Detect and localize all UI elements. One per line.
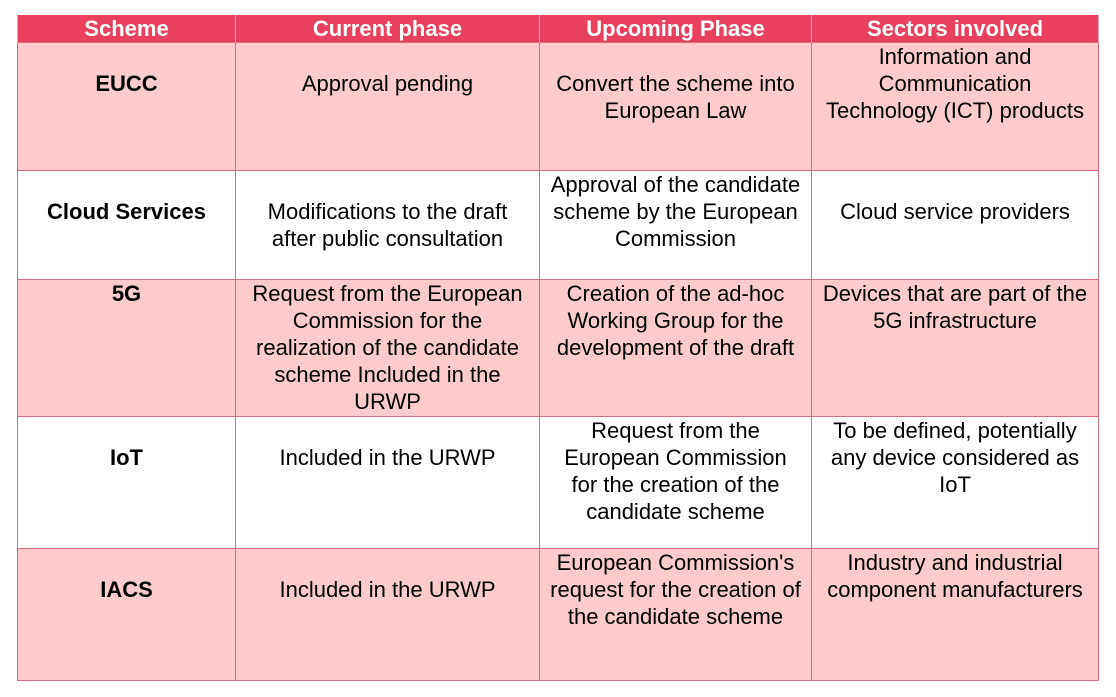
current-phase-cell	[236, 417, 540, 549]
schemes-table	[17, 15, 1099, 681]
current-phase-cell	[236, 280, 540, 417]
upcoming-phase-cell	[540, 43, 812, 171]
upcoming-phase-text: Approval of the candidate scheme by the European Commission	[550, 172, 801, 251]
upcoming-phase-text: Convert the scheme into European Law	[556, 71, 795, 123]
sectors-cell	[812, 417, 1099, 549]
current-phase-cell	[236, 171, 540, 280]
upcoming-phase-cell	[540, 171, 812, 280]
scheme-name: IACS	[100, 577, 153, 602]
upcoming-phase-cell	[540, 417, 812, 549]
header-sectors-involved: Sectors involved	[812, 15, 1099, 43]
current-phase-text: Modifications to the draft after public consultation	[267, 199, 508, 251]
upcoming-phase-text: European Commission's request for the creation of the candidate scheme	[550, 550, 801, 629]
scheme-cell	[18, 549, 236, 681]
sectors-cell	[812, 549, 1099, 681]
sectors-text: Cloud service providers	[840, 199, 1070, 224]
sectors-cell	[812, 43, 1099, 171]
current-phase-text: Request from the European Commission for the realization of the candidate scheme Included in the URWP	[252, 281, 523, 414]
scheme-name: EUCC	[95, 71, 158, 96]
scheme-cell	[18, 43, 236, 171]
header-upcoming-phase: Upcoming Phase	[540, 15, 812, 43]
current-phase-cell	[236, 549, 540, 681]
schemes-table-container	[17, 15, 1098, 681]
scheme-name: IoT	[110, 445, 143, 470]
table-header	[18, 15, 1099, 43]
table-row	[18, 280, 1099, 417]
sectors-text: Devices that are part of the 5G infrastructure	[822, 281, 1088, 333]
current-phase-text: Included in the URWP	[279, 577, 496, 602]
scheme-cell	[18, 171, 236, 280]
current-phase-cell	[236, 43, 540, 171]
scheme-name: Cloud Services	[47, 199, 206, 224]
sectors-cell	[812, 280, 1099, 417]
table-body	[18, 43, 1099, 681]
upcoming-phase-text: Request from the European Commission for the creation of the candidate scheme	[564, 418, 787, 524]
scheme-name: 5G	[111, 281, 142, 306]
upcoming-phase-cell	[540, 280, 812, 417]
scheme-cell	[18, 280, 236, 417]
header-current-phase: Current phase	[236, 15, 540, 43]
scheme-cell	[18, 417, 236, 549]
table-row	[18, 171, 1099, 280]
current-phase-text: Approval pending	[301, 71, 474, 96]
header-row	[18, 15, 1099, 43]
header-scheme: Scheme	[18, 15, 236, 43]
upcoming-phase-cell	[540, 549, 812, 681]
current-phase-text: Included in the URWP	[279, 445, 496, 470]
sectors-cell	[812, 171, 1099, 280]
table-row	[18, 43, 1099, 171]
table-row	[18, 417, 1099, 549]
sectors-text: Industry and industrial component manufacturers	[827, 550, 1083, 602]
sectors-text: Information and Communication Technology (ICT) products	[826, 44, 1084, 123]
upcoming-phase-text: Creation of the ad-hoc Working Group for the development of the draft	[556, 281, 795, 360]
table-row	[18, 549, 1099, 681]
sectors-text: To be defined, potentially any device considered as IoT	[830, 418, 1080, 497]
